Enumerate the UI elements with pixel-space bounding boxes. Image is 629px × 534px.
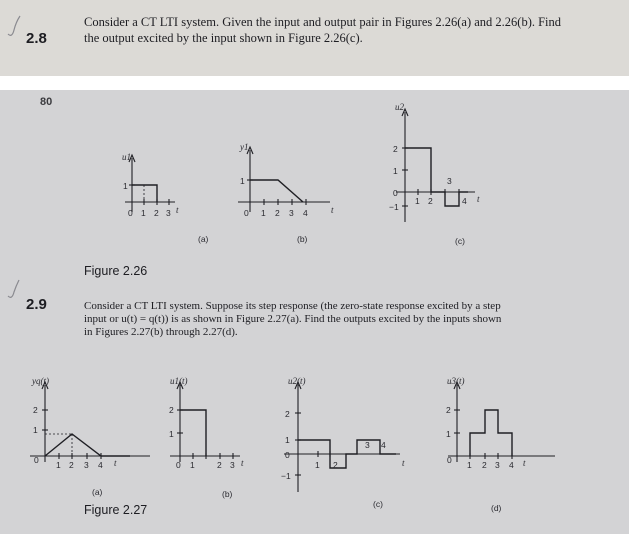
fig226c-x-tick-4: 4	[462, 196, 467, 206]
fig227a-x-tick-0: 0	[34, 455, 39, 465]
fig227d-x-tick-3: 3	[495, 460, 500, 470]
fig227b-y-label: u1(t)	[170, 376, 188, 386]
fig226b-t-label: t	[331, 205, 334, 215]
fig227a-y-label: yq(t)	[32, 376, 49, 386]
fig227c-caption: (c)	[373, 499, 383, 509]
fig226c-x-tick-2: 2	[428, 196, 433, 206]
fig227d-y-tick-1: 1	[446, 429, 451, 439]
problem-2-9-line-1: Consider a CT LTI system. Suppose its step response (the zero-state response excited by a step	[84, 300, 501, 312]
fig226c-caption: (c)	[455, 236, 465, 246]
fig226b-x-tick-1: 1	[261, 208, 266, 218]
fig226a-x-tick-2: 2	[154, 208, 159, 218]
fig227a-x-tick-3: 3	[84, 460, 89, 470]
fig227d-y-tick-2: 2	[446, 405, 451, 415]
fig227c-x-tick-4: 4	[381, 440, 386, 450]
fig227c-y-tick-0: 0	[285, 450, 290, 460]
fig226a-x-tick-3: 3	[166, 208, 171, 218]
fig227d-x-tick-1: 1	[467, 460, 472, 470]
fig227d-x-tick-0: 0	[447, 455, 452, 465]
fig227a-x-tick-4: 4	[98, 460, 103, 470]
fig226b-x-tick-4: 4	[303, 208, 308, 218]
problem-number-2-8: 2.8	[26, 30, 47, 47]
fig226a-y-tick-1: 1	[123, 181, 128, 191]
fig227b-x-tick-2: 2	[217, 460, 222, 470]
fig226c-t-label: t	[477, 194, 480, 204]
fig227a-y-tick-1: 1	[33, 425, 38, 435]
fig227c-x-tick-1: 1	[315, 460, 320, 470]
fig226b-x-tick-3: 3	[289, 208, 294, 218]
fig227d-t-label: t	[523, 458, 526, 468]
problem-2-9-line-2: input or u(t) = q(t)) is as shown in Figure 2.27(a). Find the outputs excited by the inputs shown	[84, 313, 502, 325]
problem-2-8-line-1: Consider a CT LTI system. Given the input and output pair in Figures 2.26(a) and 2.26(b). Find	[84, 15, 562, 29]
fig227c-x-tick-2: 2	[333, 460, 338, 470]
fig226a-t-label: t	[176, 205, 179, 215]
fig226c-y-tick-0: 0	[393, 188, 398, 198]
fig227b-y-tick-2: 2	[169, 405, 174, 415]
fig226b-x-tick-0: 0	[244, 208, 249, 218]
fig226b-caption: (b)	[297, 234, 308, 244]
fig226a-x-tick-0: 0	[128, 208, 133, 218]
fig227b-x-tick-1: 1	[190, 460, 195, 470]
fig226b-y-tick-1: 1	[240, 176, 245, 186]
fig226c-y-tick-2: 2	[393, 144, 398, 154]
fig227d-x-tick-2: 2	[482, 460, 487, 470]
fig227c-y-tick-2: 2	[285, 409, 290, 419]
fig227c-y-tick-neg1: −1	[281, 471, 291, 481]
fig226a-caption: (a)	[198, 234, 209, 244]
problem-2-9-line-3: in Figures 2.27(b) through 2.27(d).	[84, 326, 238, 338]
problem-2-8-line-2: the output excited by the input shown in Figure 2.26(c).	[84, 31, 363, 45]
fig227c-x-tick-3: 3	[365, 440, 370, 450]
fig226c-x-tick-1: 1	[415, 196, 420, 206]
fig227b-y-tick-1: 1	[169, 429, 174, 439]
fig226c-y-tick-neg1: −1	[389, 202, 399, 212]
fig227d-y-label: u3(t)	[447, 376, 465, 386]
problem-number-2-9: 2.9	[26, 296, 47, 313]
fig227a-caption: (a)	[92, 487, 103, 497]
fig227d-x-tick-4: 4	[509, 460, 514, 470]
fig227c-y-tick-1: 1	[285, 435, 290, 445]
fig226a-x-tick-1: 1	[141, 208, 146, 218]
fig227b-x-tick-0: 0	[176, 460, 181, 470]
fig227a-x-tick-1: 1	[56, 460, 61, 470]
fig227b-x-tick-3: 3	[230, 460, 235, 470]
page-number: 80	[40, 96, 53, 108]
fig227a-x-tick-2: 2	[69, 460, 74, 470]
figure-2-27-title: Figure 2.27	[84, 503, 148, 517]
fig226b-y-label: y1	[240, 142, 249, 152]
fig227d-caption: (d)	[491, 503, 502, 513]
fig227b-caption: (b)	[222, 489, 233, 499]
fig227a-y-tick-2: 2	[33, 405, 38, 415]
fig226a-y-label: u1	[122, 152, 131, 162]
fig226c-x-tick-3: 3	[447, 176, 452, 186]
fig226b-x-tick-2: 2	[275, 208, 280, 218]
fig227c-t-label: t	[402, 458, 405, 468]
fig227a-t-label: t	[114, 458, 117, 468]
fig227c-y-label: u2(t)	[288, 376, 306, 386]
figure-2-26-title: Figure 2.26	[84, 264, 148, 278]
fig226c-y-tick-1: 1	[393, 166, 398, 176]
fig226c-y-label: u2	[395, 102, 404, 112]
fig227b-t-label: t	[241, 458, 244, 468]
